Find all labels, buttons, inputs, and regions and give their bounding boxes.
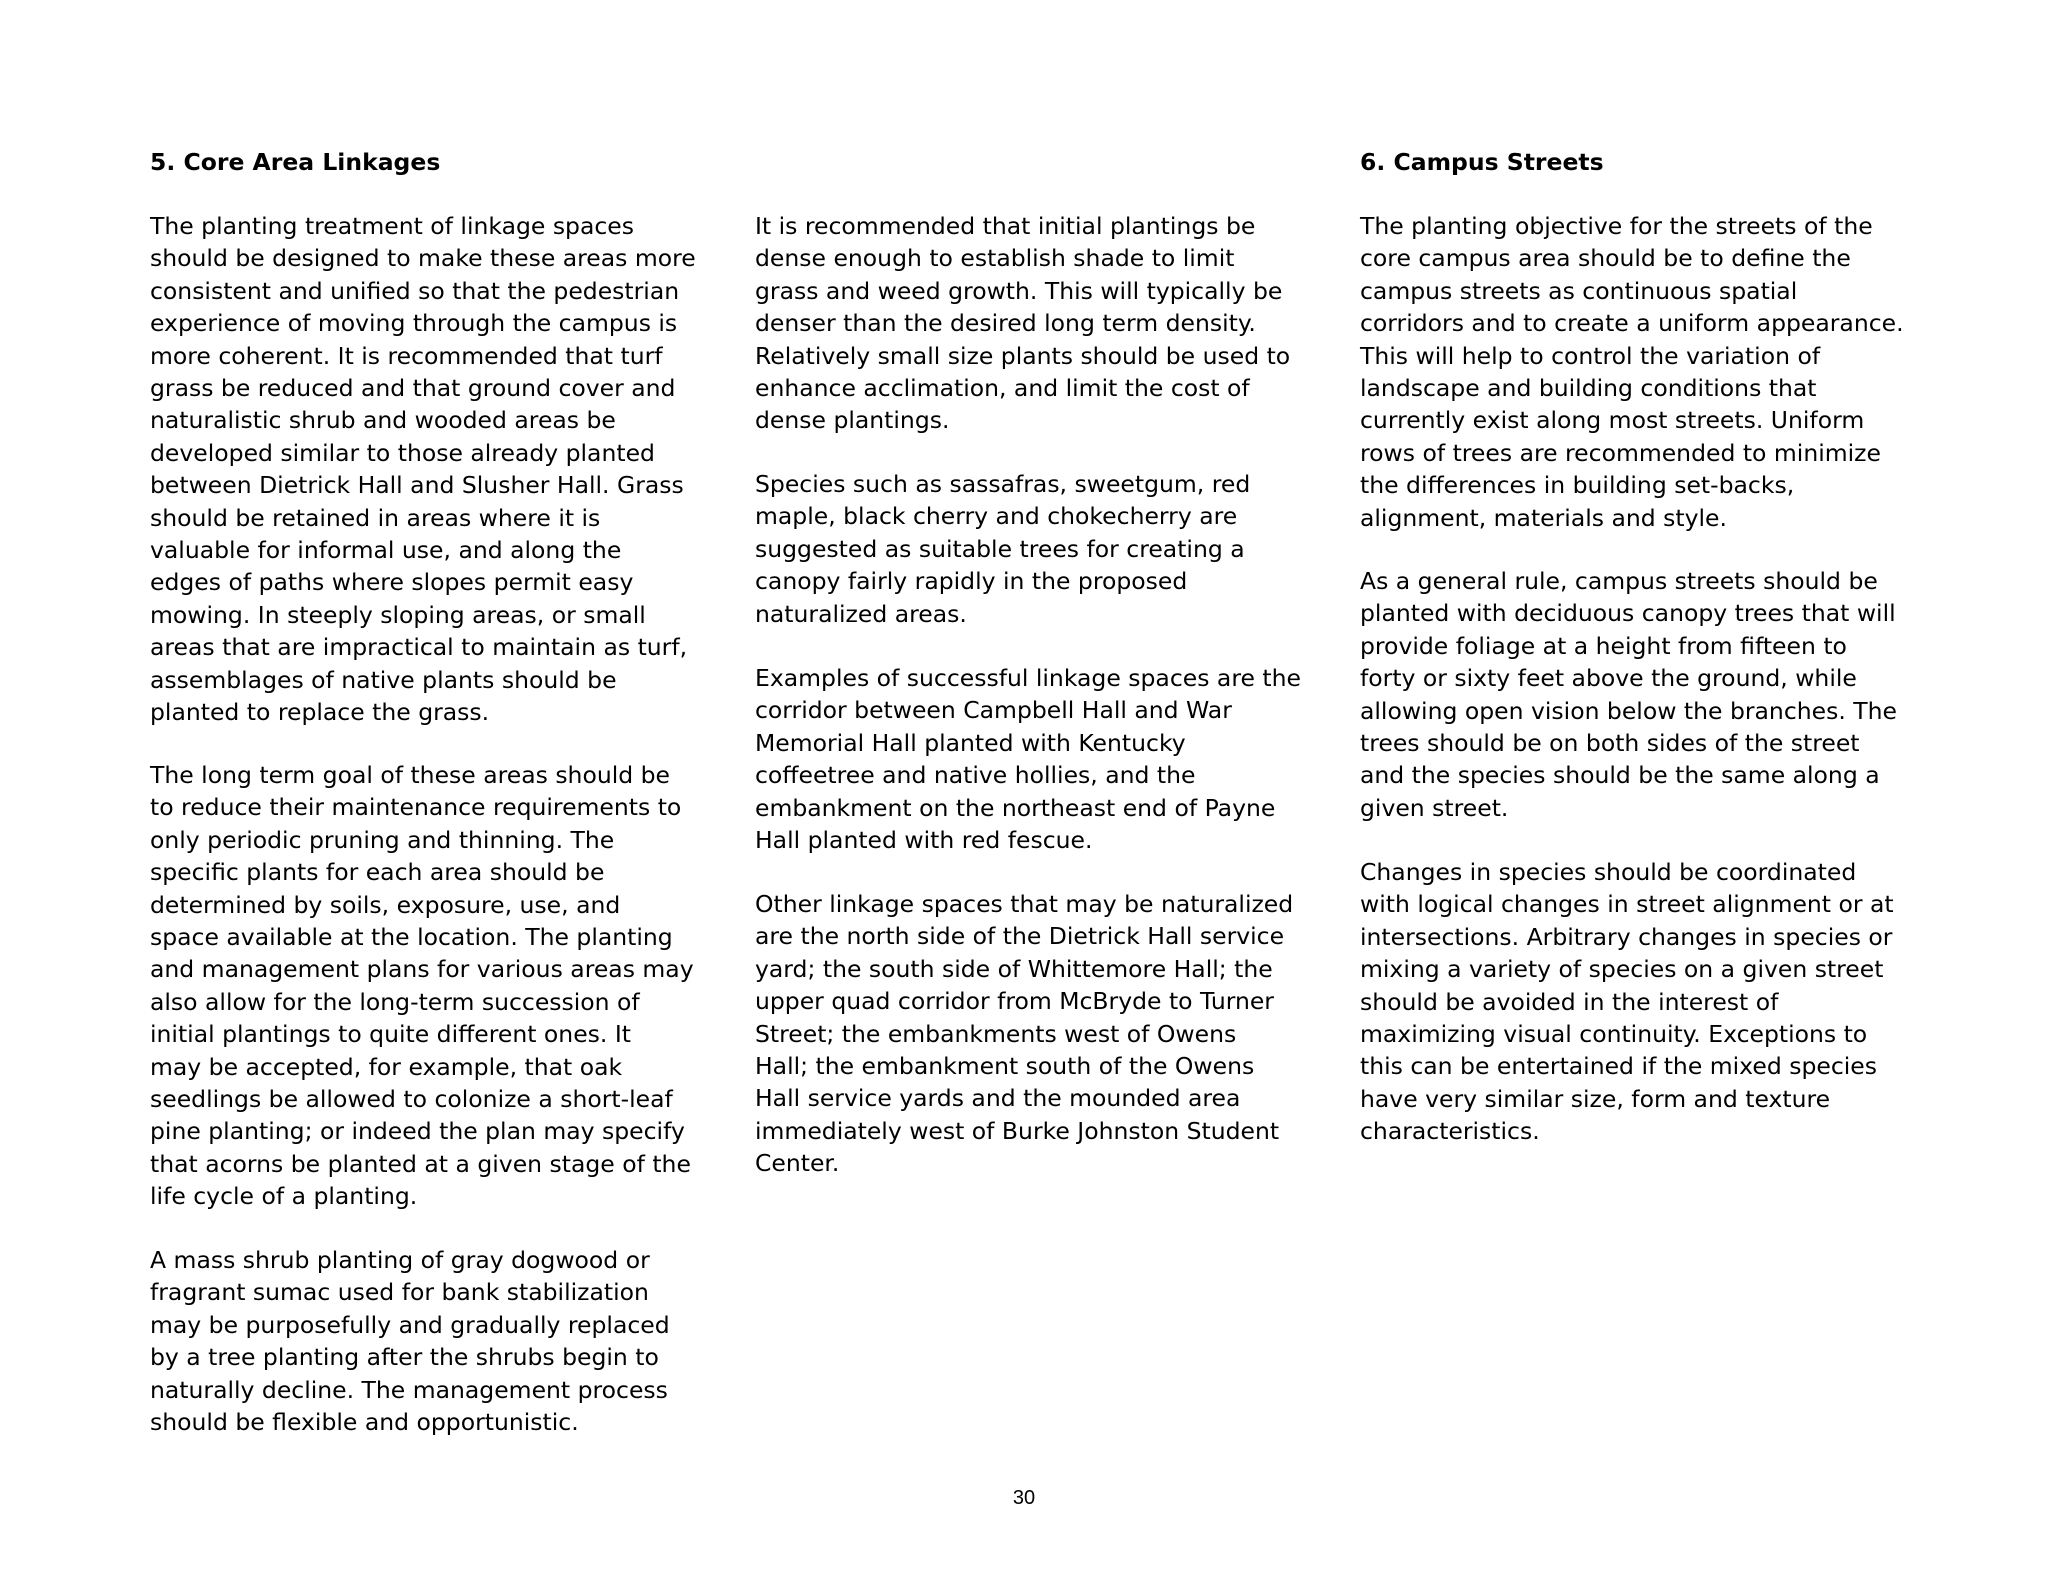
paragraph: A mass shrub planting of gray dogwood or fragrant sumac used for bank stabilization may be purposefully and gradually replaced by a tree planting after the shrubs begin to naturally decline. The management process should be flexible and opportunistic.	[150, 1246, 670, 1437]
page-number: 30	[1012, 1487, 1036, 1509]
paragraph: The planting treatment of linkage spaces should be designed to make these areas more consistent and unified so that the pedestrian experience of moving through the campus is more coherent. It is recommended that turf grass be reduced and that ground cover and naturalistic shrub and wooded areas be developed similar to those already planted between Dietrick Hall and Slusher Hall. Grass should be retained in areas where it is valuable for informal use, and along the edges of paths where slopes permit easy mowing. In steeply sloping areas, or small areas that are impractical to maintain as turf, assemblages of native plants should be planted to replace the grass.	[150, 212, 696, 727]
section-heading-campus-streets: 6. Campus Streets	[1360, 148, 1604, 176]
paragraph: Changes in species should be coordinated with logical changes in street alignment or at intersections. Arbitrary changes in species or mixing a variety of species on a given street should be avoided in the interest of maximizing visual continuity. Exceptions to this can be entertained if the mixed species have very similar size, form and texture characteristics.	[1360, 858, 1894, 1146]
paragraph: Species such as sassafras, sweetgum, red maple, black cherry and chokecherry are suggested as suitable trees for creating a canopy fairly rapidly in the proposed naturalized areas.	[755, 470, 1251, 628]
paragraph: Other linkage spaces that may be naturalized are the north side of the Dietrick Hall service yard; the south side of Whittemore Hall; the upper quad corridor from McBryde to Turner Street; the embankments west of Owens Hall; the embankment south of the Owens Hall service yards and the mounded area immediately west of Burke Johnston Student Center.	[755, 890, 1294, 1178]
paragraph: The planting objective for the streets of the core campus area should be to define the campus streets as continuous spatial corridors and to create a uniform appearance. This will help to control the variation of landscape and building conditions that currently exist along most streets. Uniform rows of trees are recommended to minimize the differences in building set-backs, alignment, materials and style.	[1360, 212, 1904, 532]
paragraph: As a general rule, campus streets should be planted with deciduous canopy trees that will provide foliage at a height from fifteen to forty or sixty feet above the ground, while allowing open vision below the branches. The trees should be on both sides of the street and the species should be the same along a given street.	[1360, 567, 1897, 822]
section-heading-core-area-linkages: 5. Core Area Linkages	[150, 148, 441, 176]
paragraph: It is recommended that initial plantings be dense enough to establish shade to limit grass and weed growth. This will typically be denser than the desired long term density. Relatively small size plants should be used to enhance acclimation, and limit the cost of dense plantings.	[755, 212, 1291, 435]
paragraph: Examples of successful linkage spaces are the corridor between Campbell Hall and War Memorial Hall planted with Kentucky coffeetree and native hollies, and the embankment on the northeast end of Payne Hall planted with red fescue.	[755, 664, 1301, 855]
paragraph: The long term goal of these areas should be to reduce their maintenance requirements to only periodic pruning and thinning. The specific plants for each area should be determined by soils, exposure, use, and space available at the location. The planting and management plans for various areas may also allow for the long-term succession of initial plantings to quite different ones. It may be accepted, for example, that oak seedlings be allowed to colonize a short-leaf pine planting; or indeed the plan may specify that acorns be planted at a given stage of the life cycle of a planting.	[150, 761, 694, 1211]
